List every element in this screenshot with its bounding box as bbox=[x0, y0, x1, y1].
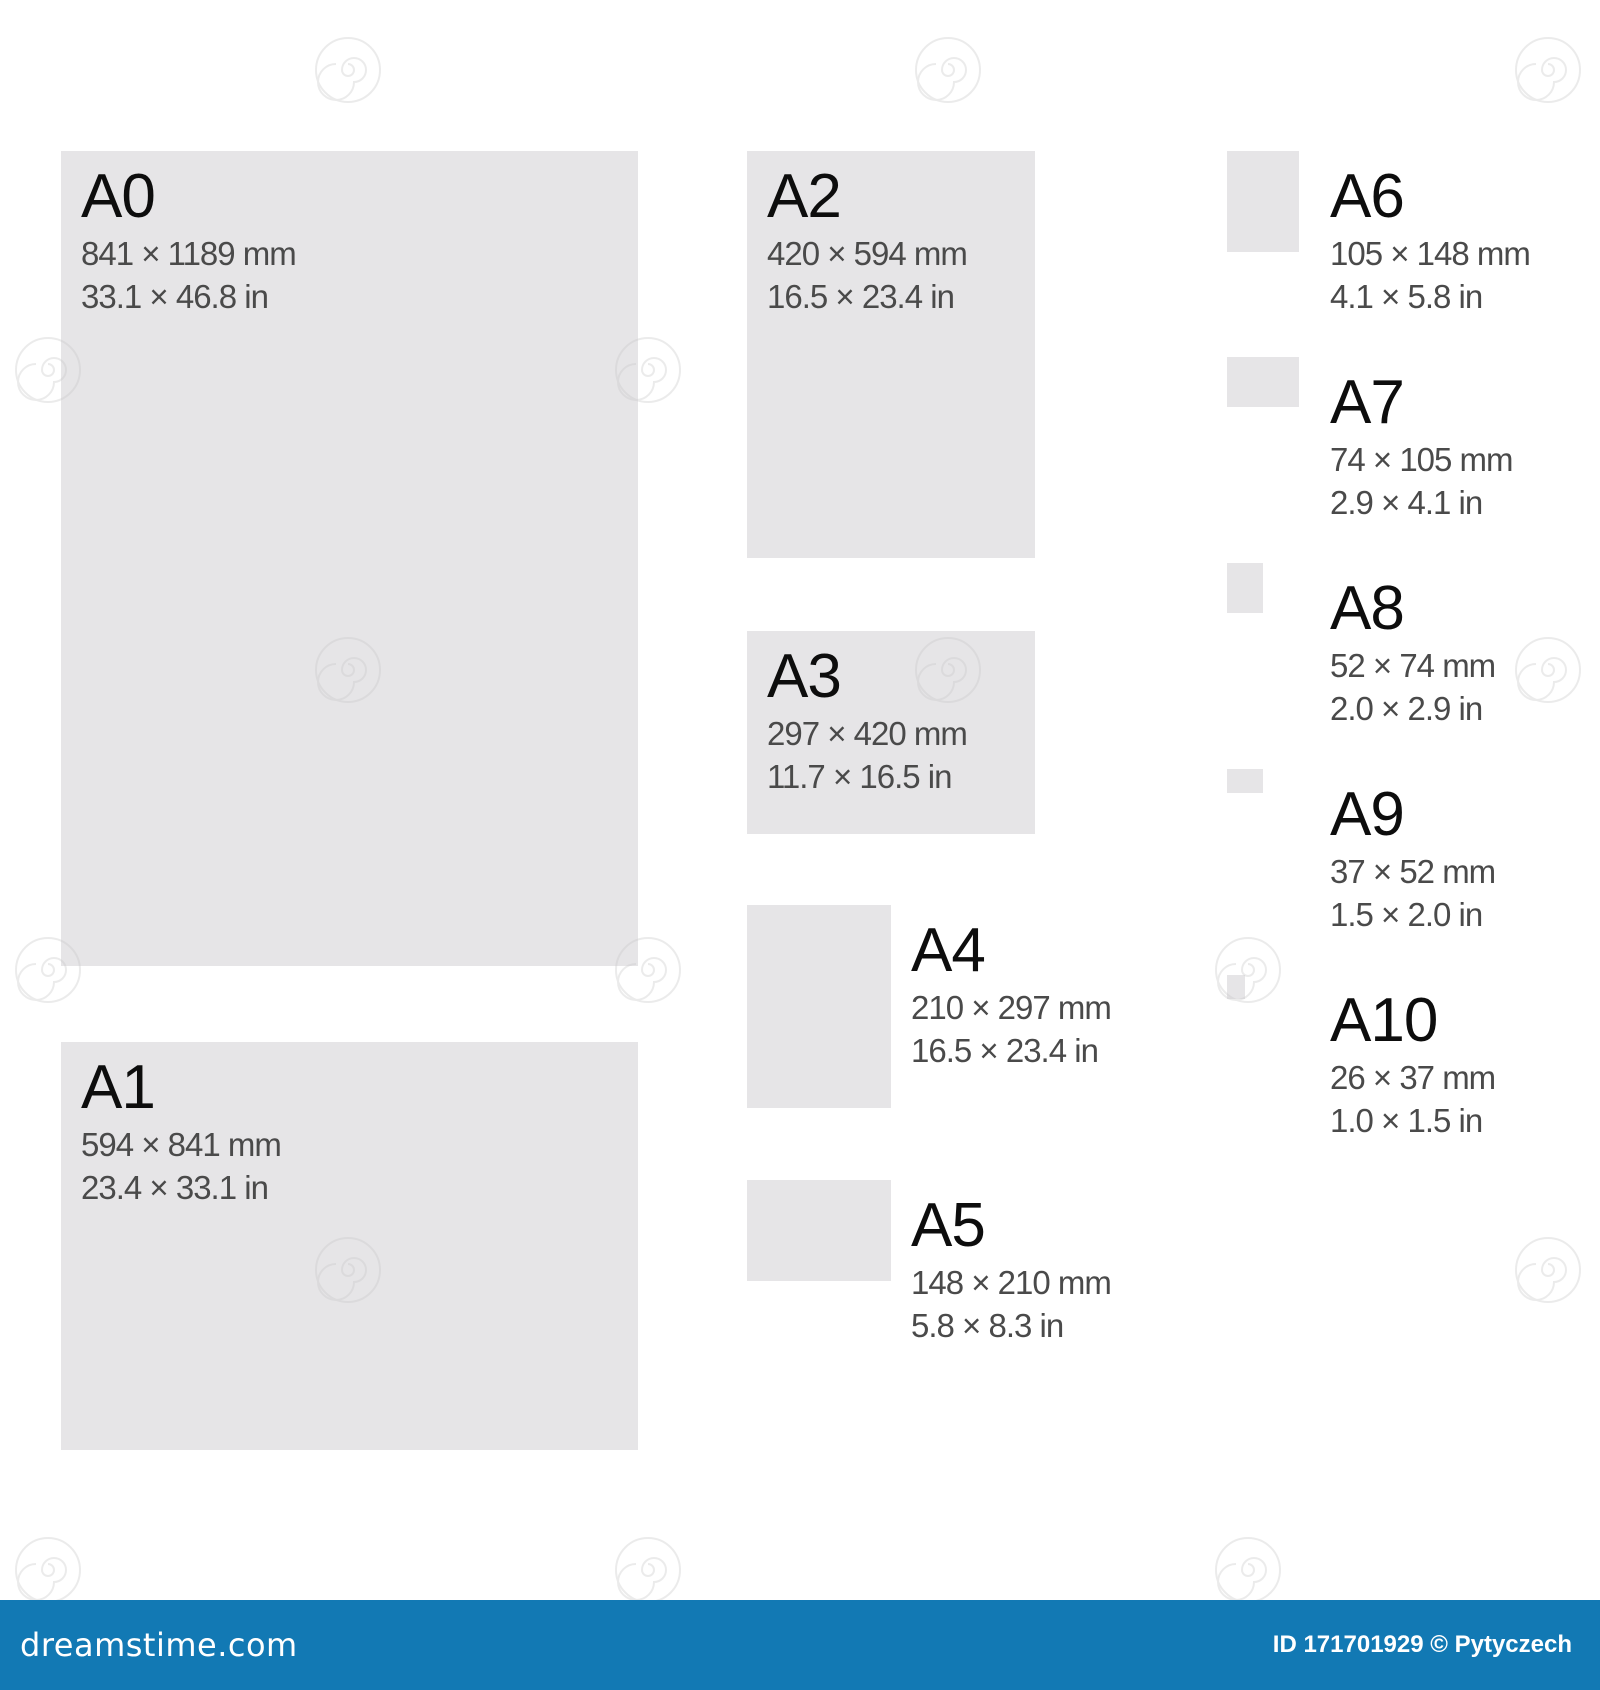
sheet-a5 bbox=[747, 1180, 891, 1281]
size-name: A5 bbox=[911, 1191, 985, 1260]
watermark-spiral-icon bbox=[913, 635, 983, 705]
size-name: A4 bbox=[911, 916, 985, 985]
watermark-spiral-icon bbox=[13, 935, 83, 1005]
label-a4 bbox=[911, 916, 1111, 1072]
size-name: A9 bbox=[1330, 780, 1404, 849]
size-mm: 297 × 420 mm bbox=[767, 715, 967, 752]
watermark-spiral-icon bbox=[1213, 935, 1283, 1005]
label-a1 bbox=[81, 1053, 281, 1209]
footer-bar bbox=[0, 1600, 1600, 1690]
size-in: 11.7 × 16.5 in bbox=[767, 758, 952, 795]
size-name: A10 bbox=[1330, 986, 1438, 1055]
label-a8 bbox=[1330, 574, 1496, 730]
watermark-spiral-icon bbox=[1513, 35, 1583, 105]
label-a6 bbox=[1330, 162, 1530, 318]
size-name: A2 bbox=[767, 162, 841, 231]
size-mm: 594 × 841 mm bbox=[81, 1126, 281, 1163]
sheet-a7 bbox=[1227, 357, 1299, 407]
sheet-a6 bbox=[1227, 151, 1299, 252]
watermark-spiral-icon bbox=[1513, 1235, 1583, 1305]
size-in: 2.0 × 2.9 in bbox=[1330, 690, 1483, 727]
watermark-spiral-icon bbox=[913, 35, 983, 105]
watermark-spiral-icon bbox=[313, 1235, 383, 1305]
size-in: 2.9 × 4.1 in bbox=[1330, 484, 1483, 521]
watermark-spiral-icon bbox=[613, 1535, 683, 1605]
sheet-a9 bbox=[1227, 769, 1263, 793]
sheet-a4 bbox=[747, 905, 891, 1108]
size-in: 4.1 × 5.8 in bbox=[1330, 278, 1483, 315]
watermark-spiral-icon bbox=[1513, 635, 1583, 705]
size-mm: 148 × 210 mm bbox=[911, 1264, 1111, 1301]
footer-logo: dreamstime.com bbox=[20, 1626, 298, 1664]
size-name: A6 bbox=[1330, 162, 1404, 231]
watermark-spiral-icon bbox=[313, 35, 383, 105]
size-mm: 210 × 297 mm bbox=[911, 989, 1111, 1026]
watermark-spiral-icon bbox=[13, 1535, 83, 1605]
size-name: A1 bbox=[81, 1053, 155, 1122]
size-mm: 52 × 74 mm bbox=[1330, 647, 1496, 684]
size-in: 23.4 × 33.1 in bbox=[81, 1169, 268, 1206]
label-a5 bbox=[911, 1191, 1111, 1347]
watermark-spiral-icon bbox=[613, 335, 683, 405]
size-in: 33.1 × 46.8 in bbox=[81, 278, 268, 315]
size-mm: 420 × 594 mm bbox=[767, 235, 967, 272]
footer-id-credit: ID 171701929 © Pytyczech bbox=[1272, 1631, 1572, 1658]
size-in: 1.5 × 2.0 in bbox=[1330, 896, 1483, 933]
watermark-spiral-icon bbox=[13, 335, 83, 405]
size-name: A0 bbox=[81, 162, 155, 231]
size-mm: 841 × 1189 mm bbox=[81, 235, 296, 272]
size-mm: 26 × 37 mm bbox=[1330, 1059, 1496, 1096]
label-a0 bbox=[81, 162, 296, 318]
size-in: 16.5 × 23.4 in bbox=[767, 278, 954, 315]
label-a2 bbox=[767, 162, 967, 318]
sheet-a8 bbox=[1227, 563, 1263, 613]
size-in: 1.0 × 1.5 in bbox=[1330, 1102, 1483, 1139]
watermark-spiral-icon bbox=[313, 635, 383, 705]
watermark-spiral-icon bbox=[613, 935, 683, 1005]
size-name: A3 bbox=[767, 642, 841, 711]
size-name: A7 bbox=[1330, 368, 1404, 437]
watermark-spiral-icon bbox=[1213, 1535, 1283, 1605]
size-mm: 105 × 148 mm bbox=[1330, 235, 1530, 272]
label-a10 bbox=[1330, 986, 1496, 1142]
size-name: A8 bbox=[1330, 574, 1404, 643]
label-a9 bbox=[1330, 780, 1496, 936]
size-mm: 37 × 52 mm bbox=[1330, 853, 1496, 890]
label-a7 bbox=[1330, 368, 1513, 524]
size-in: 5.8 × 8.3 in bbox=[911, 1307, 1064, 1344]
size-in: 16.5 × 23.4 in bbox=[911, 1032, 1098, 1069]
size-mm: 74 × 105 mm bbox=[1330, 441, 1513, 478]
